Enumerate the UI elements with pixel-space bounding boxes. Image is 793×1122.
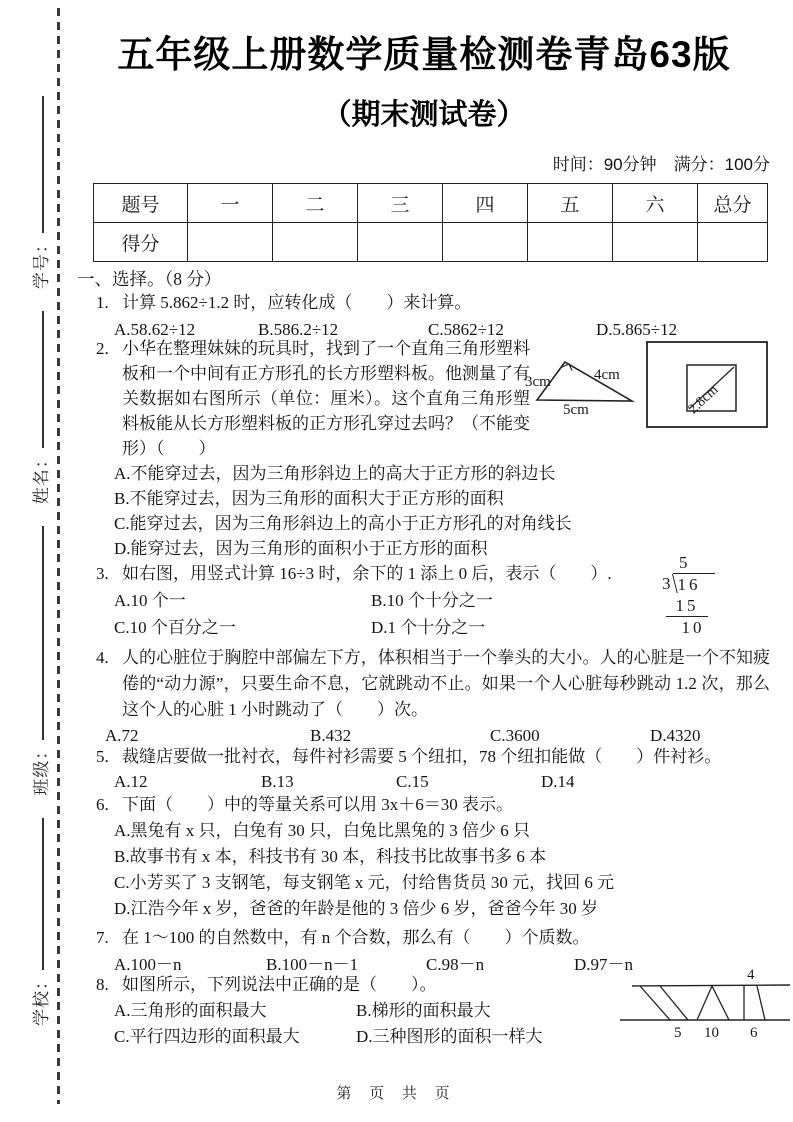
score-header-cell: 六: [613, 184, 698, 223]
score-header-cell: 三: [358, 184, 443, 223]
score-empty-cell: [273, 223, 358, 262]
margin-student-fields: [12, 74, 54, 1026]
square-diagonal-label: 2.8cm: [685, 382, 722, 418]
outer-rectangle: [647, 342, 767, 427]
question-4: [96, 645, 770, 749]
option-c: C.平行四边形的面积最大: [114, 1027, 300, 1046]
time-score-info: 时间：90分钟 满分：100分: [552, 155, 770, 174]
option-a: A.12: [114, 772, 148, 791]
question-text: 在 1～100 的自然数中，有 n 个合数，那么有（ ）个质数。: [122, 928, 590, 947]
long-division-figure: [652, 552, 715, 638]
class-field-blank: [34, 526, 44, 739]
triangle-right-side-label: 4cm: [594, 367, 620, 383]
option-a: A.三角形的面积最大: [114, 1001, 267, 1020]
right-triangle-figure: [524, 348, 642, 421]
option-a: A.黑兔有 x 只，白兔有 30 只，白兔比黑兔的 3 倍少 6 只: [114, 821, 531, 840]
question-number: 8.: [96, 975, 109, 994]
trapezoid-top-label: 4: [747, 967, 755, 983]
score-header-cell: 五: [528, 184, 613, 223]
question-5: [96, 744, 770, 794]
option-d: D.5.865÷12: [596, 320, 678, 339]
triangle-bottom-side-label: 5cm: [563, 402, 589, 416]
trapezoid-right-side: [757, 986, 765, 1020]
score-header-cell: 题号: [94, 184, 188, 223]
question-text: 裁缝店要做一批衬衣，每件衬衫需要 5 个纽扣，78 个纽扣能做（ ）件衬衫。: [122, 747, 722, 766]
question-text: 计算 5.862÷1.2 时，应转化成（ ）来计算。: [122, 293, 472, 312]
option-c: C.5862÷12: [428, 320, 504, 339]
parallel-lines-shapes-figure: [620, 964, 793, 1049]
score-empty-cell: [188, 223, 273, 262]
triangle-base-label: 10: [704, 1025, 719, 1041]
question-text: 如图所示，下列说法中正确的是（ ）。: [122, 975, 437, 994]
parallelogram-base-label: 5: [674, 1025, 682, 1041]
option-b: B.10 个十分之一: [371, 591, 493, 610]
score-empty-cell: [613, 223, 698, 262]
triangle-left-side: [697, 986, 712, 1020]
name-field-label: 姓名：: [32, 450, 51, 505]
score-table: [93, 183, 768, 262]
score-empty-cell: [443, 223, 528, 262]
question-number: 3.: [96, 564, 109, 583]
page-title: 五年级上册数学质量检测卷青岛63版: [117, 34, 731, 75]
class-field-label: 班级：: [32, 741, 51, 796]
option-b: B.586.2÷12: [258, 320, 339, 339]
division-product: 15: [666, 595, 708, 617]
question-number: 5.: [96, 747, 109, 766]
option-c: C.小芳买了 3 支钢笔，每支钢笔 x 元，付给售货员 30 元，找回 6 元: [114, 873, 615, 892]
question-number: 6.: [96, 795, 109, 814]
option-a: A.不能穿过去，因为三角形斜边上的高大于正方形的斜边长: [114, 464, 556, 483]
option-a: A.72: [105, 726, 139, 745]
option-d: D.江浩今年 x 岁，爸爸的年龄是他的 3 倍少 6 岁，爸爸今年 30 岁: [114, 899, 599, 918]
option-d: D.4320: [650, 726, 701, 745]
option-d: D.三种图形的面积一样大: [356, 1027, 543, 1046]
option-c: C.98－n: [426, 955, 485, 974]
school-field-blank: [34, 818, 44, 970]
score-empty-cell: [358, 223, 443, 262]
question-number: 1.: [96, 293, 109, 312]
score-header-cell: 一: [188, 184, 273, 223]
score-header-cell: 总分: [698, 184, 768, 223]
question-number: 2.: [96, 339, 109, 358]
question-1: [96, 289, 770, 343]
page-subtitle: （期末测试卷）: [322, 99, 526, 131]
score-row-label: 得分: [94, 223, 188, 262]
margin-dashed-divider: [57, 8, 60, 1104]
option-d: D.97－n: [574, 955, 634, 974]
parallelogram-left-side: [640, 986, 670, 1020]
option-b: B.432: [310, 726, 352, 745]
page-footer: 第 页 共 页: [336, 1086, 457, 1102]
school-field-label: 学校：: [32, 972, 51, 1026]
option-a: A.10 个一: [114, 591, 186, 610]
option-d: D.14: [541, 772, 575, 791]
option-a: A.100－n: [114, 955, 182, 974]
option-d: D.能穿过去，因为三角形的面积小于正方形的面积: [114, 539, 488, 558]
student-id-field-blank: [34, 96, 44, 233]
triangle-right-side: [712, 986, 729, 1020]
score-empty-cell: [528, 223, 613, 262]
trapezoid-base-label: 6: [750, 1025, 758, 1041]
option-a: A.58.62÷12: [114, 320, 196, 339]
name-field-blank: [34, 311, 44, 448]
question-number: 4.: [96, 648, 109, 667]
option-d: D.1 个十分之一: [371, 618, 486, 637]
score-empty-cell: [698, 223, 768, 262]
division-divisor: 3: [662, 574, 671, 593]
division-quotient: 5: [679, 553, 691, 572]
question-text: 人的心脏位于胸腔中部偏左下方，体积相当于一个拳头的大小。人的心脏是一个不知疲倦的“动力源”，只要生命不息，它就跳动不止。如果一个人心脏每秒跳动 1.2 次，那么这个人的心脏 1 小时跳动了（ ）次。: [122, 648, 770, 719]
top-parallel-line: [632, 985, 790, 986]
question-text: 下面（ ）中的等量关系可以用 3x＋6＝30 表示。: [122, 795, 513, 814]
option-c: C.15: [396, 772, 429, 791]
option-b: B.不能穿过去，因为三角形的面积大于正方形的面积: [114, 489, 504, 508]
section-title: 一、选择。（8 分）: [77, 269, 222, 289]
option-c: C.10 个百分之一: [114, 618, 236, 637]
option-b: B.100－n－1: [266, 955, 359, 974]
question-6: [96, 792, 770, 922]
student-id-field-label: 学号：: [32, 235, 51, 290]
option-b: B.13: [261, 772, 294, 791]
parallelogram-right-side: [660, 986, 688, 1020]
option-c: C.能穿过去，因为三角形斜边上的高小于正方形孔的对角线长: [114, 514, 572, 533]
score-header-cell: 四: [443, 184, 528, 223]
division-dividend: 16: [673, 573, 715, 595]
option-b: B.梯形的面积最大: [356, 1001, 491, 1020]
score-table-header-row: [94, 184, 768, 223]
triangle-left-side-label: 3cm: [525, 374, 551, 390]
score-header-cell: 二: [273, 184, 358, 223]
question-number: 7.: [96, 928, 109, 947]
score-table-score-row: [94, 223, 768, 262]
option-b: B.故事书有 x 本，科技书有 30 本，科技书比故事书多 6 本: [114, 847, 547, 866]
rectangle-square-hole-figure: [644, 339, 772, 436]
option-c: C.3600: [490, 726, 540, 745]
question-text: 如右图，用竖式计算 16÷3 时，余下的 1 添上 0 后，表示（ ）.: [122, 564, 612, 583]
division-remainder: 10: [681, 618, 705, 637]
question-text: 小华在整理妹妹的玩具时，找到了一个直角三角形塑料板和一个中间有正方形孔的长方形塑料板。他测量了有关数据如右图所示（单位：厘米）。这个直角三角形塑料板能从长方形塑料板的正方形孔穿过去吗？（不能变形）（ ）: [122, 339, 530, 458]
